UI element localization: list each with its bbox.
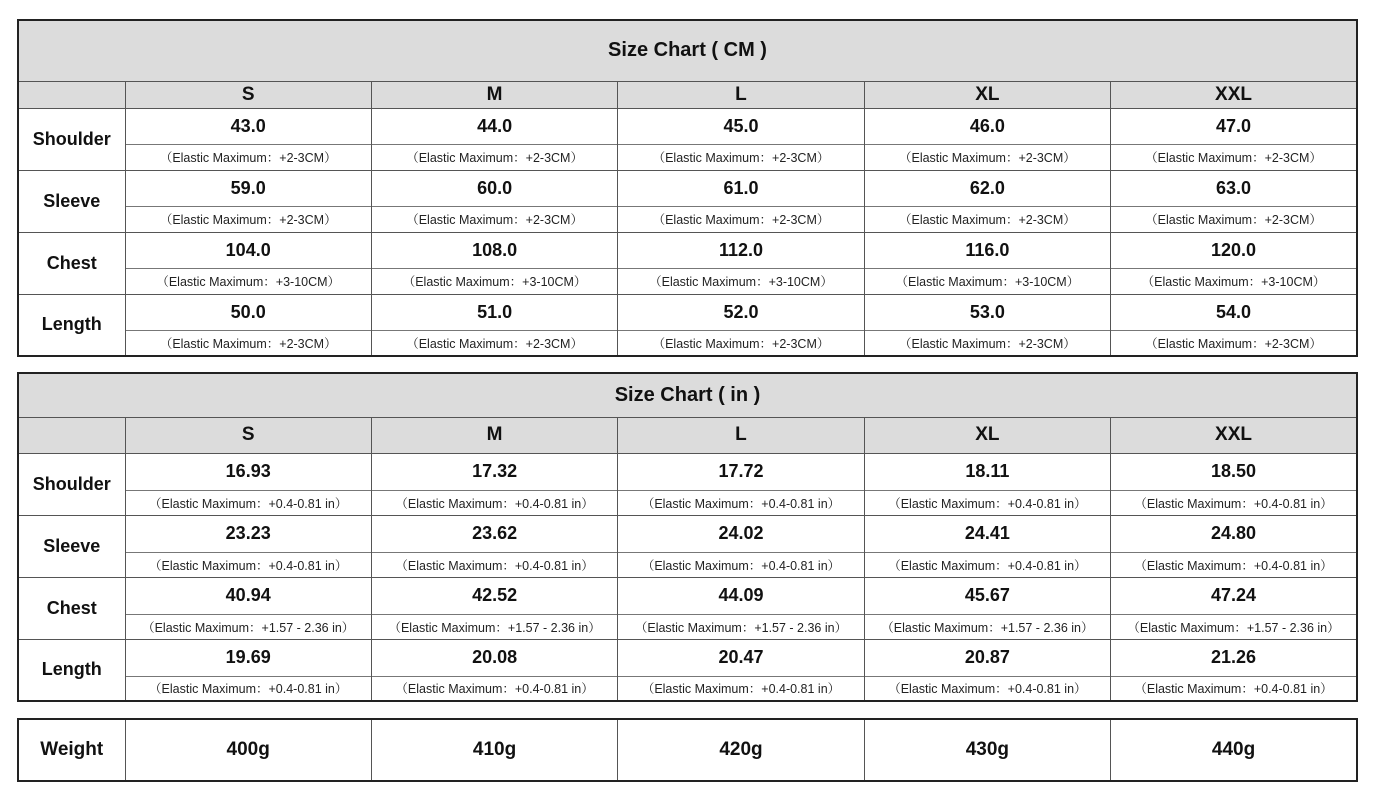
value-cell: 20.87	[864, 639, 1110, 676]
elastic-note: （Elastic Maximum：+0.4-0.81 in）	[1111, 552, 1357, 577]
value-cell: 24.02	[618, 515, 864, 552]
value-cell: 44.0	[371, 108, 617, 144]
chart-title: Size Chart ( CM )	[18, 20, 1357, 81]
value-cell: 53.0	[864, 294, 1110, 330]
elastic-note: （Elastic Maximum：+2-3CM）	[864, 144, 1110, 170]
row-label-shoulder: Shoulder	[18, 108, 125, 170]
row-label-weight: Weight	[18, 719, 125, 781]
elastic-note: （Elastic Maximum：+0.4-0.81 in）	[125, 676, 371, 701]
elastic-note: （Elastic Maximum：+2-3CM）	[125, 206, 371, 232]
elastic-note: （Elastic Maximum：+0.4-0.81 in）	[864, 552, 1110, 577]
value-cell: 24.41	[864, 515, 1110, 552]
value-cell: 104.0	[125, 232, 371, 268]
elastic-note: （Elastic Maximum：+1.57 - 2.36 in）	[1111, 614, 1357, 639]
row-label-sleeve: Sleeve	[18, 170, 125, 232]
value-cell: 47.24	[1111, 577, 1357, 614]
value-cell: 108.0	[371, 232, 617, 268]
size-header-xl: XL	[864, 417, 1110, 453]
value-cell: 51.0	[371, 294, 617, 330]
value-cell: 45.67	[864, 577, 1110, 614]
value-cell: 18.11	[864, 453, 1110, 490]
elastic-note: （Elastic Maximum：+0.4-0.81 in）	[864, 676, 1110, 701]
elastic-note: （Elastic Maximum：+0.4-0.81 in）	[1111, 676, 1357, 701]
value-cell: 16.93	[125, 453, 371, 490]
weight-value: 430g	[864, 719, 1110, 781]
value-cell: 20.47	[618, 639, 864, 676]
value-cell: 116.0	[864, 232, 1110, 268]
elastic-note: （Elastic Maximum：+2-3CM）	[618, 330, 864, 356]
elastic-note: （Elastic Maximum：+2-3CM）	[125, 144, 371, 170]
elastic-note: （Elastic Maximum：+2-3CM）	[371, 144, 617, 170]
elastic-note: （Elastic Maximum：+0.4-0.81 in）	[371, 676, 617, 701]
value-cell: 112.0	[618, 232, 864, 268]
header-corner	[18, 417, 125, 453]
elastic-note: （Elastic Maximum：+0.4-0.81 in）	[125, 552, 371, 577]
header-corner	[18, 81, 125, 108]
size-header-l: L	[618, 417, 864, 453]
size-header-s: S	[125, 417, 371, 453]
size-header-xl: XL	[864, 81, 1110, 108]
elastic-note: （Elastic Maximum：+0.4-0.81 in）	[125, 490, 371, 515]
elastic-note: （Elastic Maximum：+0.4-0.81 in）	[618, 676, 864, 701]
weight-value: 440g	[1111, 719, 1357, 781]
value-cell: 52.0	[618, 294, 864, 330]
value-cell: 44.09	[618, 577, 864, 614]
size-header-xxl: XXL	[1111, 81, 1357, 108]
value-cell: 24.80	[1111, 515, 1357, 552]
elastic-note: （Elastic Maximum：+2-3CM）	[371, 206, 617, 232]
size-header-m: M	[371, 81, 617, 108]
elastic-note: （Elastic Maximum：+2-3CM）	[1111, 206, 1357, 232]
elastic-note: （Elastic Maximum：+2-3CM）	[371, 330, 617, 356]
elastic-note: （Elastic Maximum：+2-3CM）	[864, 330, 1110, 356]
value-cell: 43.0	[125, 108, 371, 144]
value-cell: 60.0	[371, 170, 617, 206]
elastic-note: （Elastic Maximum：+1.57 - 2.36 in）	[618, 614, 864, 639]
value-cell: 23.23	[125, 515, 371, 552]
elastic-note: （Elastic Maximum：+0.4-0.81 in）	[1111, 490, 1357, 515]
weight-value: 400g	[125, 719, 371, 781]
value-cell: 17.32	[371, 453, 617, 490]
elastic-note: （Elastic Maximum：+0.4-0.81 in）	[371, 552, 617, 577]
elastic-note: （Elastic Maximum：+0.4-0.81 in）	[618, 552, 864, 577]
elastic-note: （Elastic Maximum：+0.4-0.81 in）	[864, 490, 1110, 515]
row-label-chest: Chest	[18, 232, 125, 294]
value-cell: 54.0	[1111, 294, 1357, 330]
value-cell: 62.0	[864, 170, 1110, 206]
weight-table	[17, 718, 1358, 782]
elastic-note: （Elastic Maximum：+2-3CM）	[1111, 144, 1357, 170]
weight-value: 410g	[371, 719, 617, 781]
value-cell: 20.08	[371, 639, 617, 676]
value-cell: 17.72	[618, 453, 864, 490]
elastic-note: （Elastic Maximum：+2-3CM）	[864, 206, 1110, 232]
value-cell: 61.0	[618, 170, 864, 206]
value-cell: 59.0	[125, 170, 371, 206]
row-label-sleeve: Sleeve	[18, 515, 125, 577]
elastic-note: （Elastic Maximum：+0.4-0.81 in）	[618, 490, 864, 515]
size-chart-in	[17, 372, 1358, 702]
elastic-note: （Elastic Maximum：+3-10CM）	[864, 268, 1110, 294]
value-cell: 23.62	[371, 515, 617, 552]
elastic-note: （Elastic Maximum：+2-3CM）	[125, 330, 371, 356]
value-cell: 50.0	[125, 294, 371, 330]
value-cell: 46.0	[864, 108, 1110, 144]
value-cell: 21.26	[1111, 639, 1357, 676]
size-chart-cm	[17, 19, 1358, 357]
elastic-note: （Elastic Maximum：+1.57 - 2.36 in）	[371, 614, 617, 639]
elastic-note: （Elastic Maximum：+1.57 - 2.36 in）	[125, 614, 371, 639]
elastic-note: （Elastic Maximum：+1.57 - 2.36 in）	[864, 614, 1110, 639]
value-cell: 45.0	[618, 108, 864, 144]
value-cell: 120.0	[1111, 232, 1357, 268]
row-label-length: Length	[18, 294, 125, 356]
value-cell: 63.0	[1111, 170, 1357, 206]
elastic-note: （Elastic Maximum：+3-10CM）	[371, 268, 617, 294]
elastic-note: （Elastic Maximum：+0.4-0.81 in）	[371, 490, 617, 515]
size-header-m: M	[371, 417, 617, 453]
row-label-shoulder: Shoulder	[18, 453, 125, 515]
chart-title: Size Chart ( in )	[18, 373, 1357, 417]
value-cell: 42.52	[371, 577, 617, 614]
row-label-length: Length	[18, 639, 125, 701]
elastic-note: （Elastic Maximum：+2-3CM）	[1111, 330, 1357, 356]
elastic-note: （Elastic Maximum：+3-10CM）	[1111, 268, 1357, 294]
row-label-chest: Chest	[18, 577, 125, 639]
value-cell: 47.0	[1111, 108, 1357, 144]
value-cell: 40.94	[125, 577, 371, 614]
size-header-l: L	[618, 81, 864, 108]
elastic-note: （Elastic Maximum：+2-3CM）	[618, 144, 864, 170]
size-header-s: S	[125, 81, 371, 108]
elastic-note: （Elastic Maximum：+2-3CM）	[618, 206, 864, 232]
elastic-note: （Elastic Maximum：+3-10CM）	[618, 268, 864, 294]
weight-value: 420g	[618, 719, 864, 781]
size-header-xxl: XXL	[1111, 417, 1357, 453]
value-cell: 19.69	[125, 639, 371, 676]
elastic-note: （Elastic Maximum：+3-10CM）	[125, 268, 371, 294]
value-cell: 18.50	[1111, 453, 1357, 490]
